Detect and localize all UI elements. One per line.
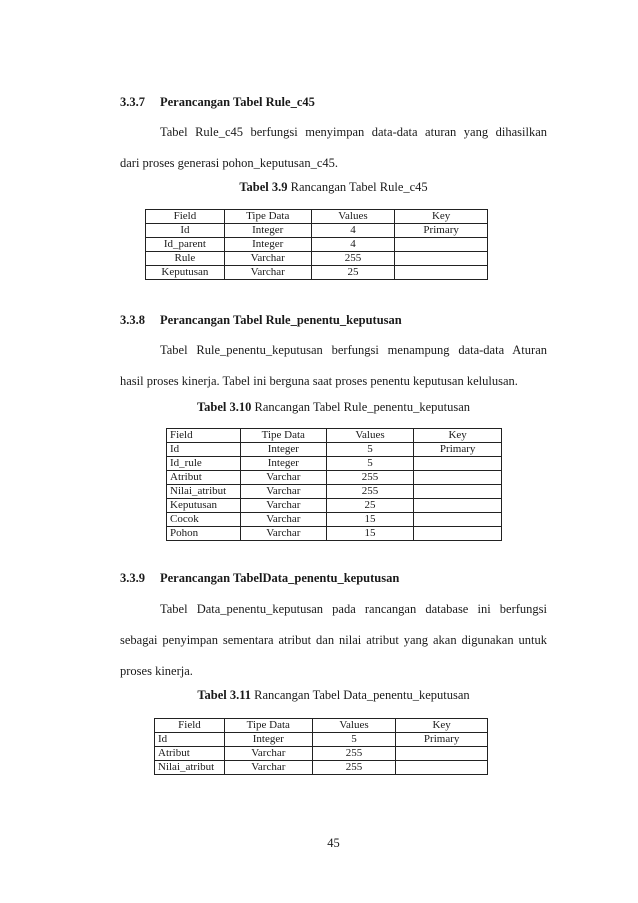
table-row	[146, 224, 488, 238]
data-table	[166, 428, 502, 541]
section-number: 3.3.9	[120, 571, 145, 585]
table-row	[167, 443, 502, 457]
table-row	[167, 457, 502, 471]
table-cell: Nilai_atribut	[155, 761, 225, 775]
table-cell: Integer	[224, 224, 311, 238]
paragraph-line: dari proses generasi pohon_keputusan_c45.	[120, 156, 338, 170]
paragraph-line: Tabel Rule_penentu_keputusan berfungsi menampung data-data Aturan	[160, 343, 547, 357]
table-caption-text: Rancangan Tabel Rule_c45	[290, 180, 428, 194]
column-header: Values	[312, 719, 396, 733]
table-cell: Pohon	[167, 527, 241, 541]
table-cell: Id	[146, 224, 225, 238]
table-cell: 4	[311, 238, 395, 252]
column-header: Tipe Data	[224, 210, 311, 224]
table-caption-label: Tabel 3.9	[239, 180, 288, 194]
table-cell: Varchar	[240, 485, 326, 499]
table-cell: Id	[167, 443, 241, 457]
column-header: Field	[155, 719, 225, 733]
table-cell: Integer	[224, 238, 311, 252]
table-cell: 255	[312, 761, 396, 775]
table-cell	[414, 457, 502, 471]
table-cell: Keputusan	[146, 266, 225, 280]
page-number: 45	[327, 836, 340, 850]
table-cell: 255	[311, 252, 395, 266]
section-heading	[120, 571, 399, 586]
paragraph-line: Tabel Rule_c45 berfungsi menyimpan data-data aturan yang dihasilkan	[160, 125, 547, 139]
section-title: Perancangan Tabel Rule_c45	[160, 95, 315, 109]
section-number: 3.3.7	[120, 95, 145, 109]
column-header: Key	[395, 210, 488, 224]
table-cell	[414, 485, 502, 499]
table-caption	[120, 400, 547, 415]
table-cell: 15	[326, 527, 414, 541]
table-cell: Varchar	[240, 527, 326, 541]
table-cell	[414, 471, 502, 485]
column-header: Field	[146, 210, 225, 224]
section-title: Perancangan TabelData_penentu_keputusan	[160, 571, 400, 585]
table-cell: Cocok	[167, 513, 241, 527]
table-cell	[414, 499, 502, 513]
table-cell	[395, 238, 488, 252]
table-cell	[414, 513, 502, 527]
paragraph-line: hasil proses kinerja. Tabel ini berguna saat proses penentu keputusan kelulusan.	[120, 374, 518, 388]
column-header: Key	[414, 429, 502, 443]
table-row	[167, 513, 502, 527]
column-header: Tipe Data	[240, 429, 326, 443]
paragraph-line: proses kinerja.	[120, 664, 193, 678]
table-header-row	[167, 429, 502, 443]
table-header-row	[146, 210, 488, 224]
table-row	[146, 252, 488, 266]
table-cell	[396, 761, 488, 775]
table-caption-label: Tabel 3.11	[197, 688, 252, 702]
table-caption-text: Rancangan Tabel Rule_penentu_keputusan	[254, 400, 471, 414]
table-cell: Primary	[414, 443, 502, 457]
table-cell: 25	[311, 266, 395, 280]
table-cell: 5	[326, 457, 414, 471]
table-cell: Primary	[396, 733, 488, 747]
column-header: Values	[326, 429, 414, 443]
table-row	[146, 266, 488, 280]
table-cell: Nilai_atribut	[167, 485, 241, 499]
table-caption-text: Rancangan Tabel Data_penentu_keputusan	[254, 688, 470, 702]
table-cell: Rule	[146, 252, 225, 266]
section-heading	[120, 313, 402, 328]
table-cell	[395, 266, 488, 280]
table-row	[155, 761, 488, 775]
table-row	[167, 499, 502, 513]
column-header: Values	[311, 210, 395, 224]
table-cell: Varchar	[224, 747, 312, 761]
section-number: 3.3.8	[120, 313, 145, 327]
table-row	[167, 485, 502, 499]
table-cell: 255	[326, 485, 414, 499]
table-cell	[414, 527, 502, 541]
table-cell: Varchar	[240, 471, 326, 485]
table-cell: Id_rule	[167, 457, 241, 471]
table-cell: Id	[155, 733, 225, 747]
section-title: Perancangan Tabel Rule_penentu_keputusan	[160, 313, 402, 327]
table-cell: Varchar	[240, 513, 326, 527]
table-cell: 4	[311, 224, 395, 238]
table-caption	[120, 180, 547, 195]
table-cell: Varchar	[240, 499, 326, 513]
table-cell: 255	[312, 747, 396, 761]
table-header-row	[155, 719, 488, 733]
table-row	[155, 747, 488, 761]
table-cell: 25	[326, 499, 414, 513]
column-header: Tipe Data	[224, 719, 312, 733]
table-cell	[396, 747, 488, 761]
table-cell: Atribut	[167, 471, 241, 485]
table-cell: Varchar	[224, 252, 311, 266]
table-row	[167, 471, 502, 485]
table-caption-label: Tabel 3.10	[196, 400, 252, 414]
table-row	[155, 733, 488, 747]
table-cell: Id_parent	[146, 238, 225, 252]
table-cell: 5	[312, 733, 396, 747]
section-heading	[120, 95, 315, 110]
table-cell: 15	[326, 513, 414, 527]
table-row	[146, 238, 488, 252]
table-cell: 5	[326, 443, 414, 457]
table-row	[167, 527, 502, 541]
table-cell: Keputusan	[167, 499, 241, 513]
table-cell: Atribut	[155, 747, 225, 761]
column-header: Field	[167, 429, 241, 443]
table-cell	[395, 252, 488, 266]
table-cell: 255	[326, 471, 414, 485]
data-table	[145, 209, 488, 280]
table-cell: Primary	[395, 224, 488, 238]
table-cell: Integer	[240, 443, 326, 457]
table-cell: Integer	[224, 733, 312, 747]
paragraph-line: Tabel Data_penentu_keputusan pada rancangan database ini berfungsi	[160, 602, 547, 616]
table-cell: Varchar	[224, 761, 312, 775]
data-table	[154, 718, 488, 775]
column-header: Key	[396, 719, 488, 733]
table-cell: Integer	[240, 457, 326, 471]
table-cell: Varchar	[224, 266, 311, 280]
table-caption	[120, 688, 547, 703]
paragraph-line: sebagai penyimpan sementara atribut dan nilai atribut yang akan digunakan untuk	[120, 633, 547, 647]
